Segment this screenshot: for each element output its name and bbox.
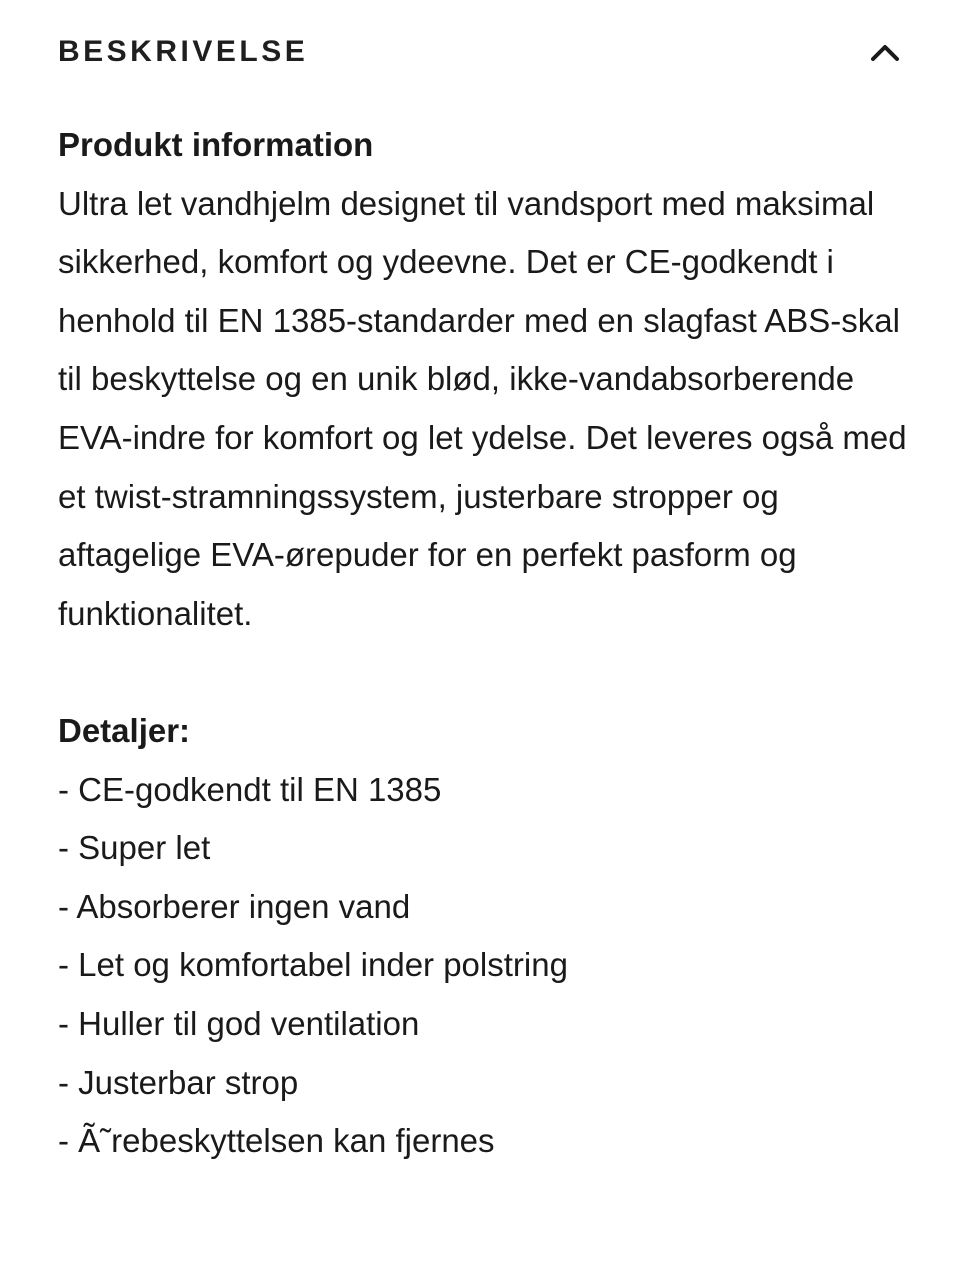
accordion-title: BESKRIVELSE	[58, 35, 309, 68]
details-list	[58, 761, 920, 1171]
detail-item: - Absorberer ingen vand	[58, 887, 411, 925]
detail-item: - Ã˜rebeskyttelsen kan fjernes	[58, 1122, 495, 1160]
product-info-text: Ultra let vandhjelm designet til vandsport med maksimal sikkerhed, komfort og ydeevne. Det er CE-godkendt i henhold til EN 1385-standarder med en slagfast ABS-skal til beskyttelse og en unik blød, ikke-vandabsorberende EVA-indre for komfort og let ydelse. Det leveres også med et twist-stramningssystem, justerbare stropper og aftagelige EVA-ørepuder for en perfekt pasform og funktionalitet.	[58, 184, 907, 632]
detail-item: - Let og komfortabel inder polstring	[58, 946, 568, 984]
accordion-content	[58, 116, 920, 1171]
details-heading: Detaljer:	[58, 711, 191, 749]
detail-item: - Justerbar strop	[58, 1063, 299, 1101]
chevron-up-icon[interactable]	[868, 35, 902, 69]
section-spacer	[58, 643, 920, 702]
detail-item: - Huller til god ventilation	[58, 1004, 420, 1042]
detail-item: - Super let	[58, 829, 211, 867]
product-info-heading: Produkt information	[58, 126, 374, 163]
accordion-header[interactable]	[58, 22, 902, 82]
detail-item: - CE-godkendt til EN 1385	[58, 770, 442, 808]
